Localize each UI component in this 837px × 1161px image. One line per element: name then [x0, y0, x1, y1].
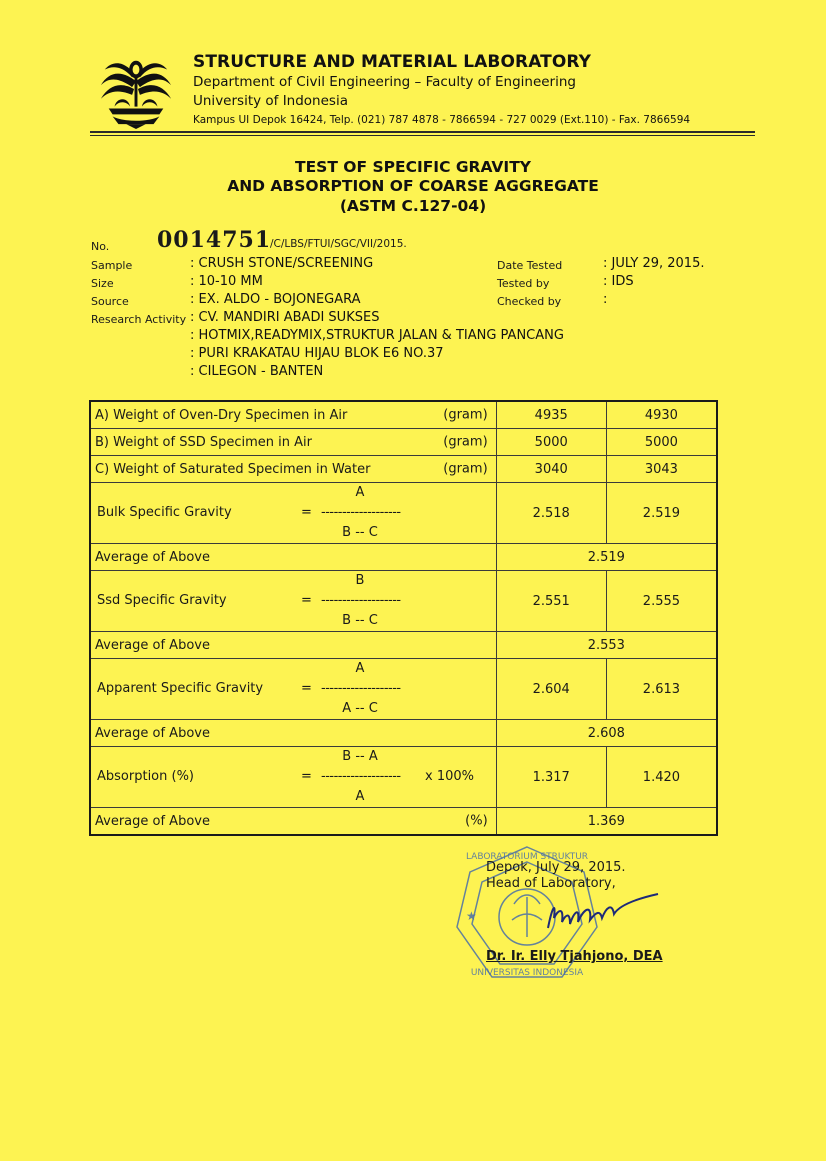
research-activity-label: Research Activity: [91, 313, 187, 326]
source-value: : EX. ALDO - BOJONEGARA: [190, 292, 361, 307]
signatory-name: Dr. Ir. Elly Tjahjono, DEA: [486, 949, 663, 964]
research-activity-line: : HOTMIX,READYMIX,STRUKTUR JALAN & TIANG PANCANG: [190, 328, 564, 343]
signature-role: Head of Laboratory,: [486, 876, 616, 891]
average-value: 2.608: [496, 720, 717, 747]
sample-label: Sample: [91, 259, 133, 272]
formula-row-bulk-specific-gravity: [90, 483, 717, 544]
sample-value: : CRUSH STONE/SCREENING: [190, 256, 374, 271]
formula-multiplier: x 100%: [425, 769, 474, 784]
formula-name: Apparent Specific Gravity: [97, 681, 264, 696]
source-label: Source: [91, 295, 129, 308]
stamp-text-bottom: UNIVERSITAS INDONESIA: [470, 968, 584, 978]
sample1-value: 3040: [496, 456, 606, 483]
average-value: 2.519: [496, 544, 717, 571]
header-divider: [90, 131, 755, 133]
formula-fraction-line: -------------------: [321, 681, 401, 696]
doc-number: 0014751: [157, 227, 272, 253]
average-label: Average of Above: [95, 637, 210, 653]
results-table: [89, 400, 718, 836]
sample1-value: 2.518: [496, 483, 606, 544]
average-unit: (%): [465, 813, 488, 829]
sample2-value: 4930: [606, 401, 717, 429]
university-emblem-icon: [97, 52, 175, 130]
sample2-value: 5000: [606, 429, 717, 456]
sample2-value: 2.613: [606, 659, 717, 720]
size-label: Size: [91, 277, 114, 290]
sample2-value: 3043: [606, 456, 717, 483]
formula-row-apparent-specific-gravity: [90, 659, 717, 720]
formula-name: Ssd Specific Gravity: [97, 593, 227, 608]
formula-denominator: A: [355, 789, 365, 804]
doc-number-suffix: /C/LBS/FTUI/SGC/VII/2015.: [270, 238, 407, 250]
sample1-value: 2.551: [496, 571, 606, 632]
table-row: [90, 429, 717, 456]
checked-by-value: :: [603, 292, 608, 307]
row-label: C) Weight of Saturated Specimen in Water: [95, 461, 371, 477]
table-row: [90, 456, 717, 483]
formula-name: Absorption (%): [97, 769, 194, 784]
checked-by-label: Checked by: [497, 295, 562, 308]
formula-numerator: B -- A: [342, 749, 378, 764]
formula-equals: =: [301, 505, 312, 520]
sample1-value: 1.317: [496, 747, 606, 808]
date-tested-label: Date Tested: [497, 259, 563, 272]
research-activity-line: : CILEGON - BANTEN: [190, 364, 324, 379]
average-value: 1.369: [496, 808, 717, 836]
average-row: [90, 544, 717, 571]
lab-name: STRUCTURE AND MATERIAL LABORATORY: [193, 52, 592, 72]
row-unit: (gram): [443, 461, 488, 477]
department-name: Department of Civil Engineering – Faculty of Engineering: [193, 74, 576, 90]
tested-by-label: Tested by: [497, 277, 550, 290]
formula-row-ssd-specific-gravity: [90, 571, 717, 632]
sample1-value: 4935: [496, 401, 606, 429]
size-value: : 10-10 MM: [190, 274, 263, 289]
handwritten-signature-icon: [540, 888, 660, 938]
signature-place-date: Depok, July 29, 2015.: [486, 860, 626, 875]
formula-fraction-line: -------------------: [321, 505, 401, 520]
average-row: [90, 808, 717, 836]
formula-denominator: B -- C: [342, 613, 378, 628]
research-activity-line: : CV. MANDIRI ABADI SUKSES: [190, 310, 380, 325]
doc-number-label: No.: [91, 240, 110, 253]
lab-address: Kampus UI Depok 16424, Telp. (021) 787 4878 - 7866594 - 727 0029 (Ext.110) - Fax. 7866594: [193, 114, 691, 126]
document-title-line2: AND ABSORPTION OF COARSE AGGREGATE: [227, 177, 599, 195]
formula-row-absorption: [90, 747, 717, 808]
formula-equals: =: [301, 769, 312, 784]
average-row: [90, 720, 717, 747]
date-tested-value: : JULY 29, 2015.: [603, 256, 705, 271]
tested-by-value: : IDS: [603, 274, 634, 289]
formula-denominator: B -- C: [342, 525, 378, 540]
formula-denominator: A -- C: [342, 701, 378, 716]
row-unit: (gram): [443, 434, 488, 450]
sample1-value: 5000: [496, 429, 606, 456]
formula-equals: =: [301, 681, 312, 696]
svg-text:★: ★: [466, 909, 477, 923]
average-label: Average of Above: [95, 549, 210, 565]
research-activity-line: : PURI KRAKATAU HIJAU BLOK E6 NO.37: [190, 346, 444, 361]
formula-name: Bulk Specific Gravity: [97, 505, 232, 520]
average-value: 2.553: [496, 632, 717, 659]
row-label: A) Weight of Oven-Dry Specimen in Air: [95, 407, 348, 423]
header-divider-thin: [90, 135, 755, 136]
formula-numerator: B: [355, 573, 365, 588]
sample1-value: 2.604: [496, 659, 606, 720]
average-label: Average of Above: [95, 813, 210, 829]
sample2-value: 2.555: [606, 571, 717, 632]
formula-numerator: A: [355, 661, 365, 676]
stamp-text-top: LABORATORIUM STRUKTUR: [465, 852, 589, 862]
formula-equals: =: [301, 593, 312, 608]
document-title-line1: TEST OF SPECIFIC GRAVITY: [295, 158, 531, 176]
row-label: B) Weight of SSD Specimen in Air: [95, 434, 312, 450]
formula-numerator: A: [355, 485, 365, 500]
sample2-value: 2.519: [606, 483, 717, 544]
average-label: Average of Above: [95, 725, 210, 741]
table-row: [90, 401, 717, 429]
row-unit: (gram): [443, 407, 488, 423]
sample2-value: 1.420: [606, 747, 717, 808]
formula-fraction-line: -------------------: [321, 593, 401, 608]
formula-fraction-line: -------------------: [321, 769, 401, 784]
average-row: [90, 632, 717, 659]
university-name: University of Indonesia: [193, 93, 348, 109]
document-title-standard: (ASTM C.127-04): [339, 197, 487, 215]
